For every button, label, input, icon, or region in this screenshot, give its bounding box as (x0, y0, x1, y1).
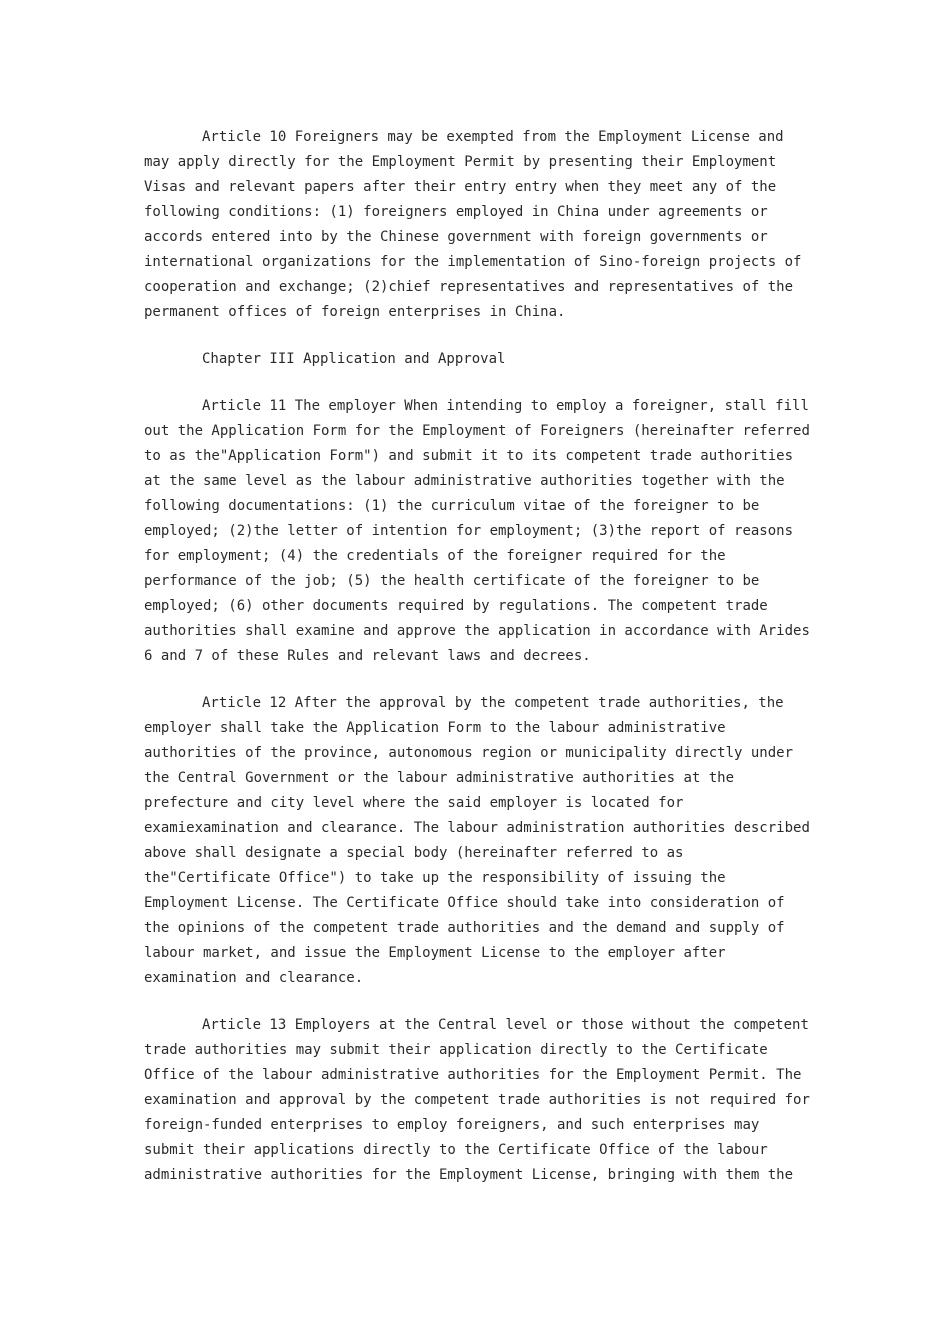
paragraph-article-11: Article 11 The employer When intending to employ a foreigner, stall fill out the Application Form for the Employment of Foreigners (hereinafter referred to as the"Application Form") and submit it to its competent trade authorities at the same level as the labour administrative authorities together with the following documentations: (1) the curriculum vitae of the foreigner to be employed; (2)the letter of intention for employment; (3)the report of reasons for employment; (4) the credentials of the foreigner required for the performance of the job; (5) the health certificate of the foreigner to be employed; (6) other documents required by regulations. The competent trade authorities shall examine and approve the application in accordance with Arides 6 and 7 of these Rules and relevant laws and decrees. (144, 398, 810, 664)
paragraph-article-13: Article 13 Employers at the Central level or those without the competent trade authorities may submit their application directly to the Certificate Office of the labour administrative authorities for the Employment Permit. The examination and approval by the competent trade authorities is not required for foreign-funded enterprises to employ foreigners, and such enterprises may submit their applications directly to the Certificate Office of the labour administrative authorities for the Employment License, bringing with them the (144, 1017, 810, 1183)
document-body (144, 125, 810, 1210)
chapter-heading: Chapter III Application and Approval (202, 351, 506, 367)
paragraph-article-12: Article 12 After the approval by the competent trade authorities, the employer shall take the Application Form to the labour administrative authorities of the province, autonomous region or municipality directly under the Central Government or the labour administrative authorities at the prefecture and city level where the said employer is located for examiexamination and clearance. The labour administration authorities described above shall designate a special body (hereinafter referred to as the"Certificate Office") to take up the responsibility of issuing the Employment License. The Certificate Office should take into consideration of the opinions of the competent trade authorities and the demand and supply of labour market, and issue the Employment License to the employer after examination and clearance. (144, 695, 810, 986)
paragraph-article-10: Article 10 Foreigners may be exempted from the Employment License and may apply directly for the Employment Permit by presenting their Employment Visas and relevant papers after their entry entry when they meet any of the following conditions: (1) foreigners employed in China under agreements or accords entered into by the Chinese government with foreign governments or international organizations for the implementation of Sino-foreign projects of cooperation and exchange; (2)chief representatives and representatives of the permanent offices of foreign enterprises in China. (144, 129, 802, 320)
